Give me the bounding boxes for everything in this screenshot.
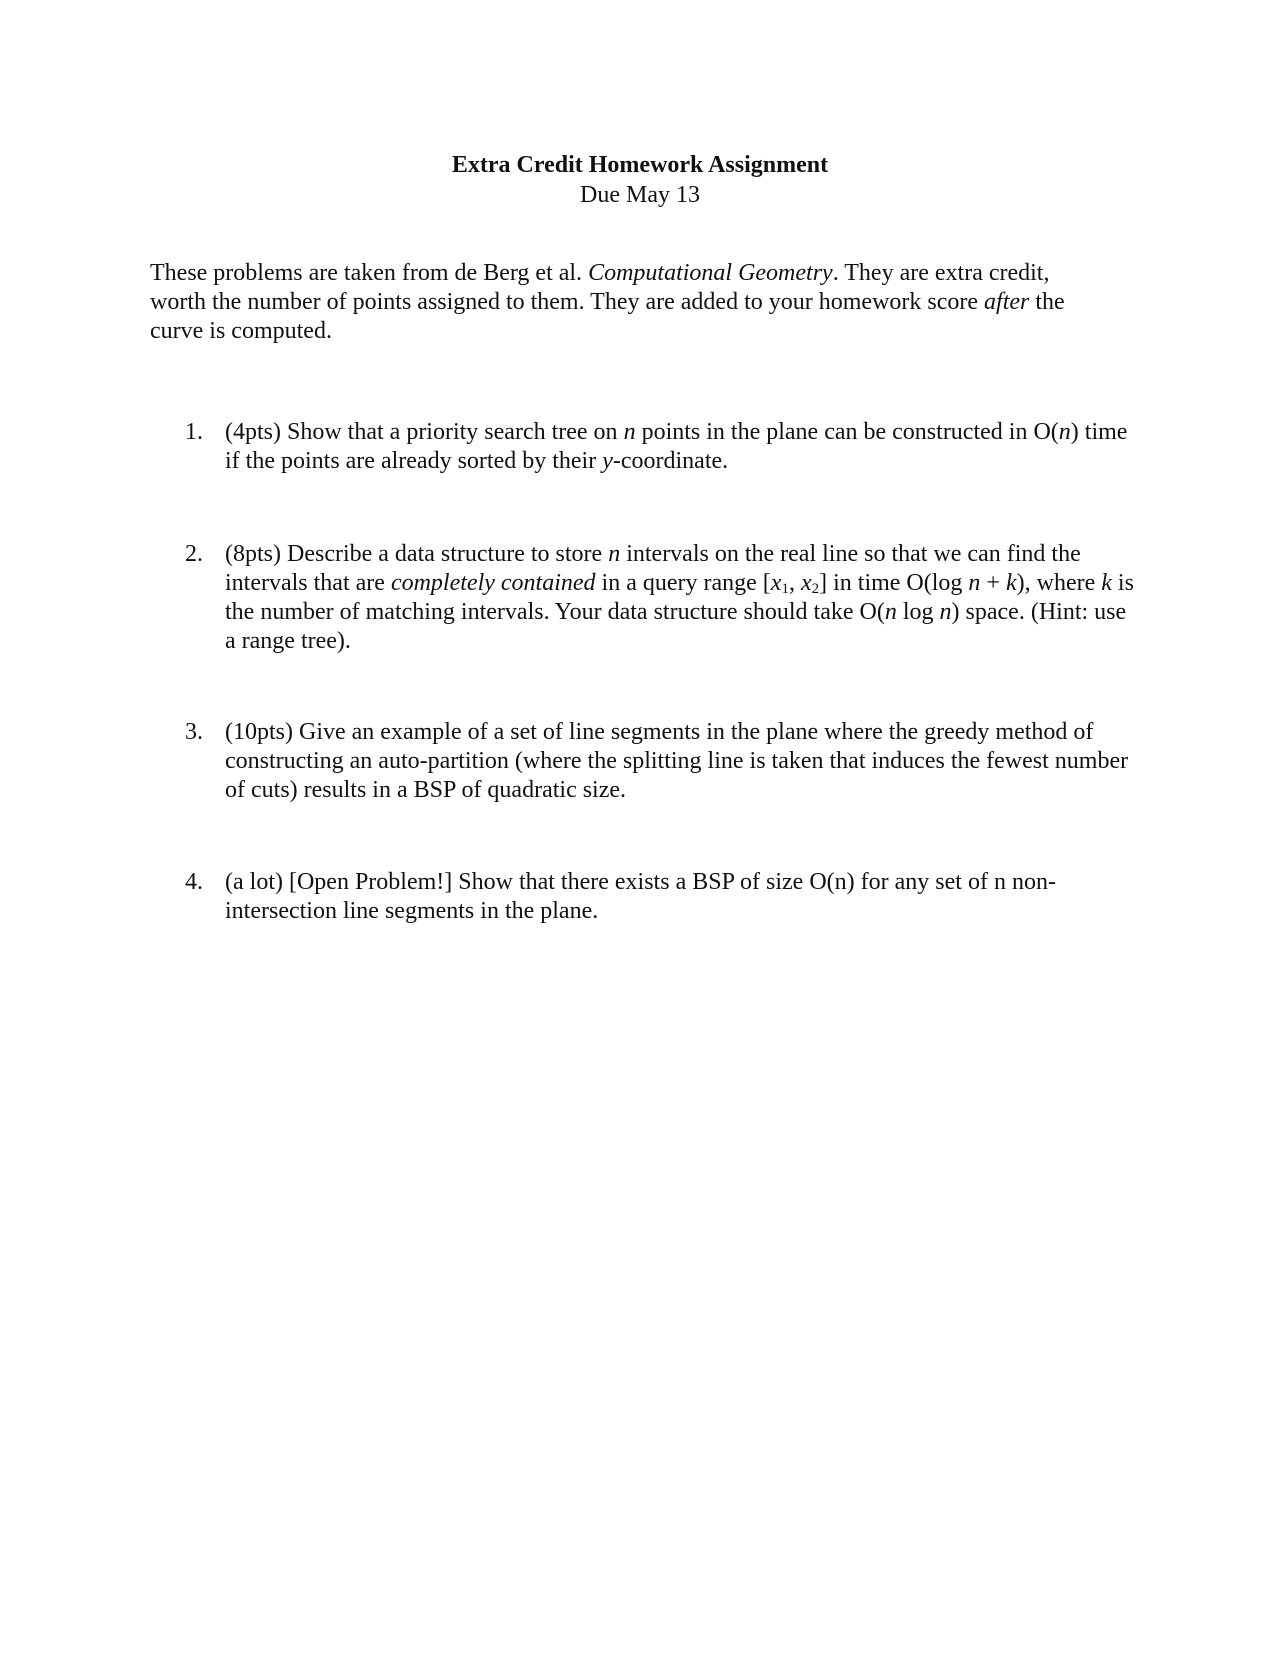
- math-var: n: [968, 570, 981, 596]
- problem-text-run: ) time if the points are already sorted by their: [225, 419, 1128, 474]
- math-subscript: 2: [811, 581, 820, 597]
- problem-number: 2.: [185, 541, 203, 567]
- problem-text-run: points in the plane can be constructed in O(: [635, 419, 1059, 445]
- book-title: Computational Geometry: [588, 260, 833, 286]
- problem-text-run: ] in time O(log: [819, 570, 969, 596]
- problem-text-run: (4pts) Show that a priority search tree on: [225, 419, 624, 445]
- problem-text-run: ) space. (Hint: use a range tree).: [225, 599, 1127, 654]
- problem-text: [225, 418, 1135, 476]
- math-var: x: [770, 570, 782, 596]
- intro-emphasis-after: after: [984, 289, 1030, 315]
- problem-text-run: ,: [788, 570, 801, 596]
- problem-4: [185, 868, 1135, 926]
- problem-text-run: ), where: [1016, 570, 1102, 596]
- problem-text-run: (8pts) Describe a data structure to store: [225, 541, 609, 567]
- problem-number: 1.: [185, 419, 203, 445]
- math-var: n: [1058, 419, 1071, 445]
- problem-text-run: in a query range [: [595, 570, 771, 596]
- problem-text-run: +: [980, 570, 1006, 596]
- intro-text-3: the curve is computed.: [150, 289, 1065, 344]
- math-var: k: [1101, 570, 1112, 596]
- problem-text: (a lot) [Open Problem!] Show that there exists a BSP of size O(n) for any set of n non-intersection line segments in the plane.: [225, 869, 1056, 924]
- problem-text: [225, 540, 1135, 656]
- intro-text-1: These problems are taken from de Berg et al.: [150, 260, 589, 286]
- math-var: x: [800, 570, 812, 596]
- math-var: n: [939, 599, 952, 625]
- problem-text-run: log: [896, 599, 940, 625]
- due-date: Due May 13: [580, 182, 700, 208]
- math-var: n: [623, 419, 636, 445]
- math-subscript: 1: [781, 581, 789, 597]
- math-var: n: [884, 599, 897, 625]
- document-title: Extra Credit Homework Assignment: [451, 152, 829, 178]
- intro-text-2: . They are extra credit, worth the number of points assigned to them. They are added to your homework score: [150, 260, 1050, 315]
- math-var: k: [1005, 570, 1017, 596]
- problem-2: [185, 540, 1135, 656]
- problem-text-run: is the number of matching intervals. Your data structure should take O(: [225, 570, 1134, 625]
- document-header: [0, 150, 1280, 210]
- math-var: y: [602, 448, 613, 474]
- problem-3: [185, 718, 1135, 805]
- problem-text: (10pts) Give an example of a set of line segments in the plane where the greedy method of constructing an auto-partition (where the splitting line is taken that induces the fewest number of cuts) results in a BSP of quadratic size.: [225, 719, 1129, 803]
- intro-paragraph: [150, 259, 1110, 346]
- emphasis-completely-contained: completely contained: [390, 570, 596, 596]
- problem-number: 3.: [185, 719, 203, 745]
- math-var: n: [608, 541, 621, 567]
- problem-text-run: -coordinate.: [612, 448, 729, 474]
- problem-text-run: intervals on the real line so that we can find the intervals that are: [225, 541, 1081, 596]
- problem-1: [185, 418, 1135, 476]
- problem-number: 4.: [185, 869, 203, 895]
